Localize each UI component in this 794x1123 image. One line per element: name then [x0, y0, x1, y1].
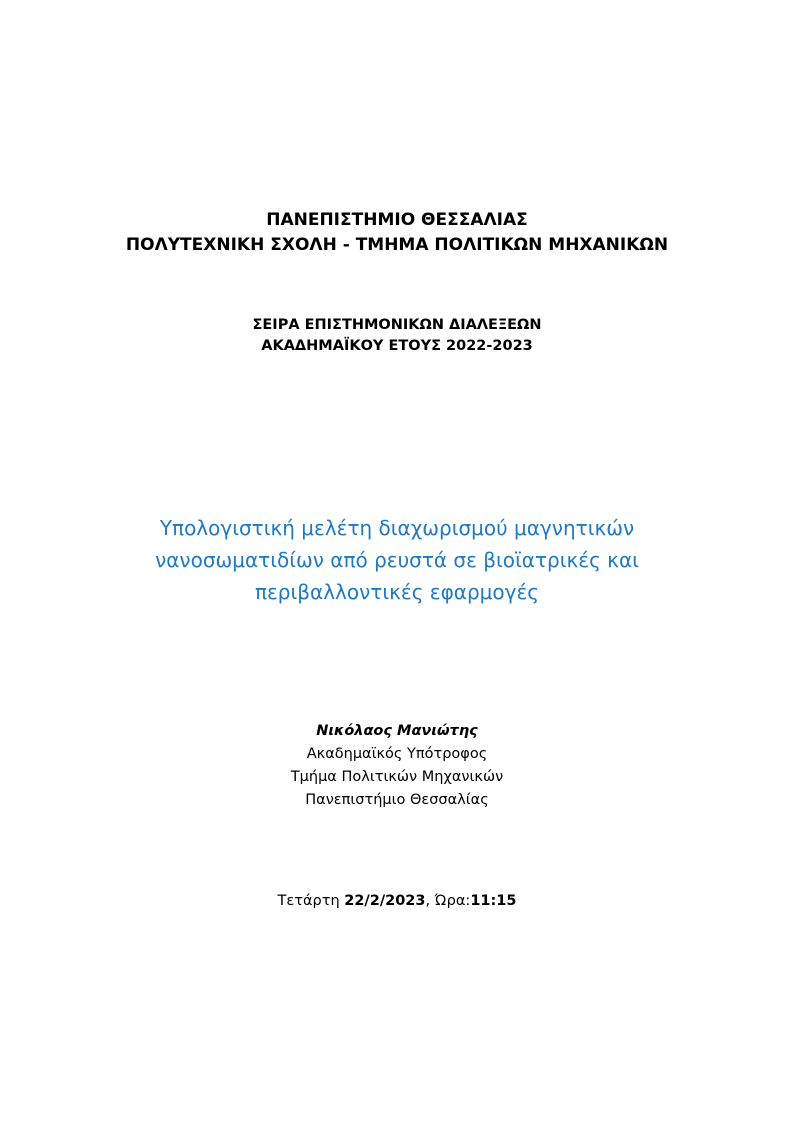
academic-year: ΑΚΑΔΗΜΑΪΚΟΥ ΕΤΟΥΣ 2022-2023: [261, 338, 533, 354]
lecture-title-line-1: Υπολογιστική μελέτη διαχωρισμού μαγνητικών: [159, 516, 635, 540]
speaker-name: Νικόλαος Μανιώτης: [316, 723, 478, 739]
speaker-university: Πανεπιστήμιο Θεσσαλίας: [305, 792, 489, 808]
speaker-position: Ακαδημαϊκός Υπότροφος: [306, 746, 488, 762]
series-name: ΣΕΙΡΑ ΕΠΙΣΤΗΜΟΝΙΚΩΝ ΔΙΑΛΕΞΕΩΝ: [252, 317, 542, 333]
speaker-info: [0, 720, 794, 812]
schedule-time-label: Ώρα:: [434, 893, 471, 909]
institution-header: [0, 208, 794, 258]
speaker-department: Τμήμα Πολιτικών Μηχανικών: [290, 769, 504, 785]
schedule-line: [0, 890, 794, 912]
schedule-date: 22/2/2023: [344, 893, 426, 909]
school-department: ΠΟΛΥΤΕΧΝΙΚΗ ΣΧΟΛΗ - ΤΜΗΜΑ ΠΟΛΙΤΙΚΩΝ ΜΗΧΑΝΙΚΩΝ: [125, 235, 669, 255]
schedule-day: Τετάρτη: [277, 893, 345, 909]
lecture-title: [0, 512, 794, 608]
university-name: ΠΑΝΕΠΙΣΤΗΜΙΟ ΘΕΣΣΑΛΙΑΣ: [266, 210, 528, 230]
lecture-title-line-2: νανοσωματιδίων από ρευστά σε βιοϊατρικές και: [155, 548, 639, 572]
schedule-separator: ,: [425, 893, 435, 909]
lecture-title-line-3: περιβαλλοντικές εφαρμογές: [254, 580, 540, 604]
lecture-schedule: [0, 890, 794, 912]
lecture-series-header: [0, 315, 794, 357]
schedule-time: 11:15: [470, 893, 517, 909]
